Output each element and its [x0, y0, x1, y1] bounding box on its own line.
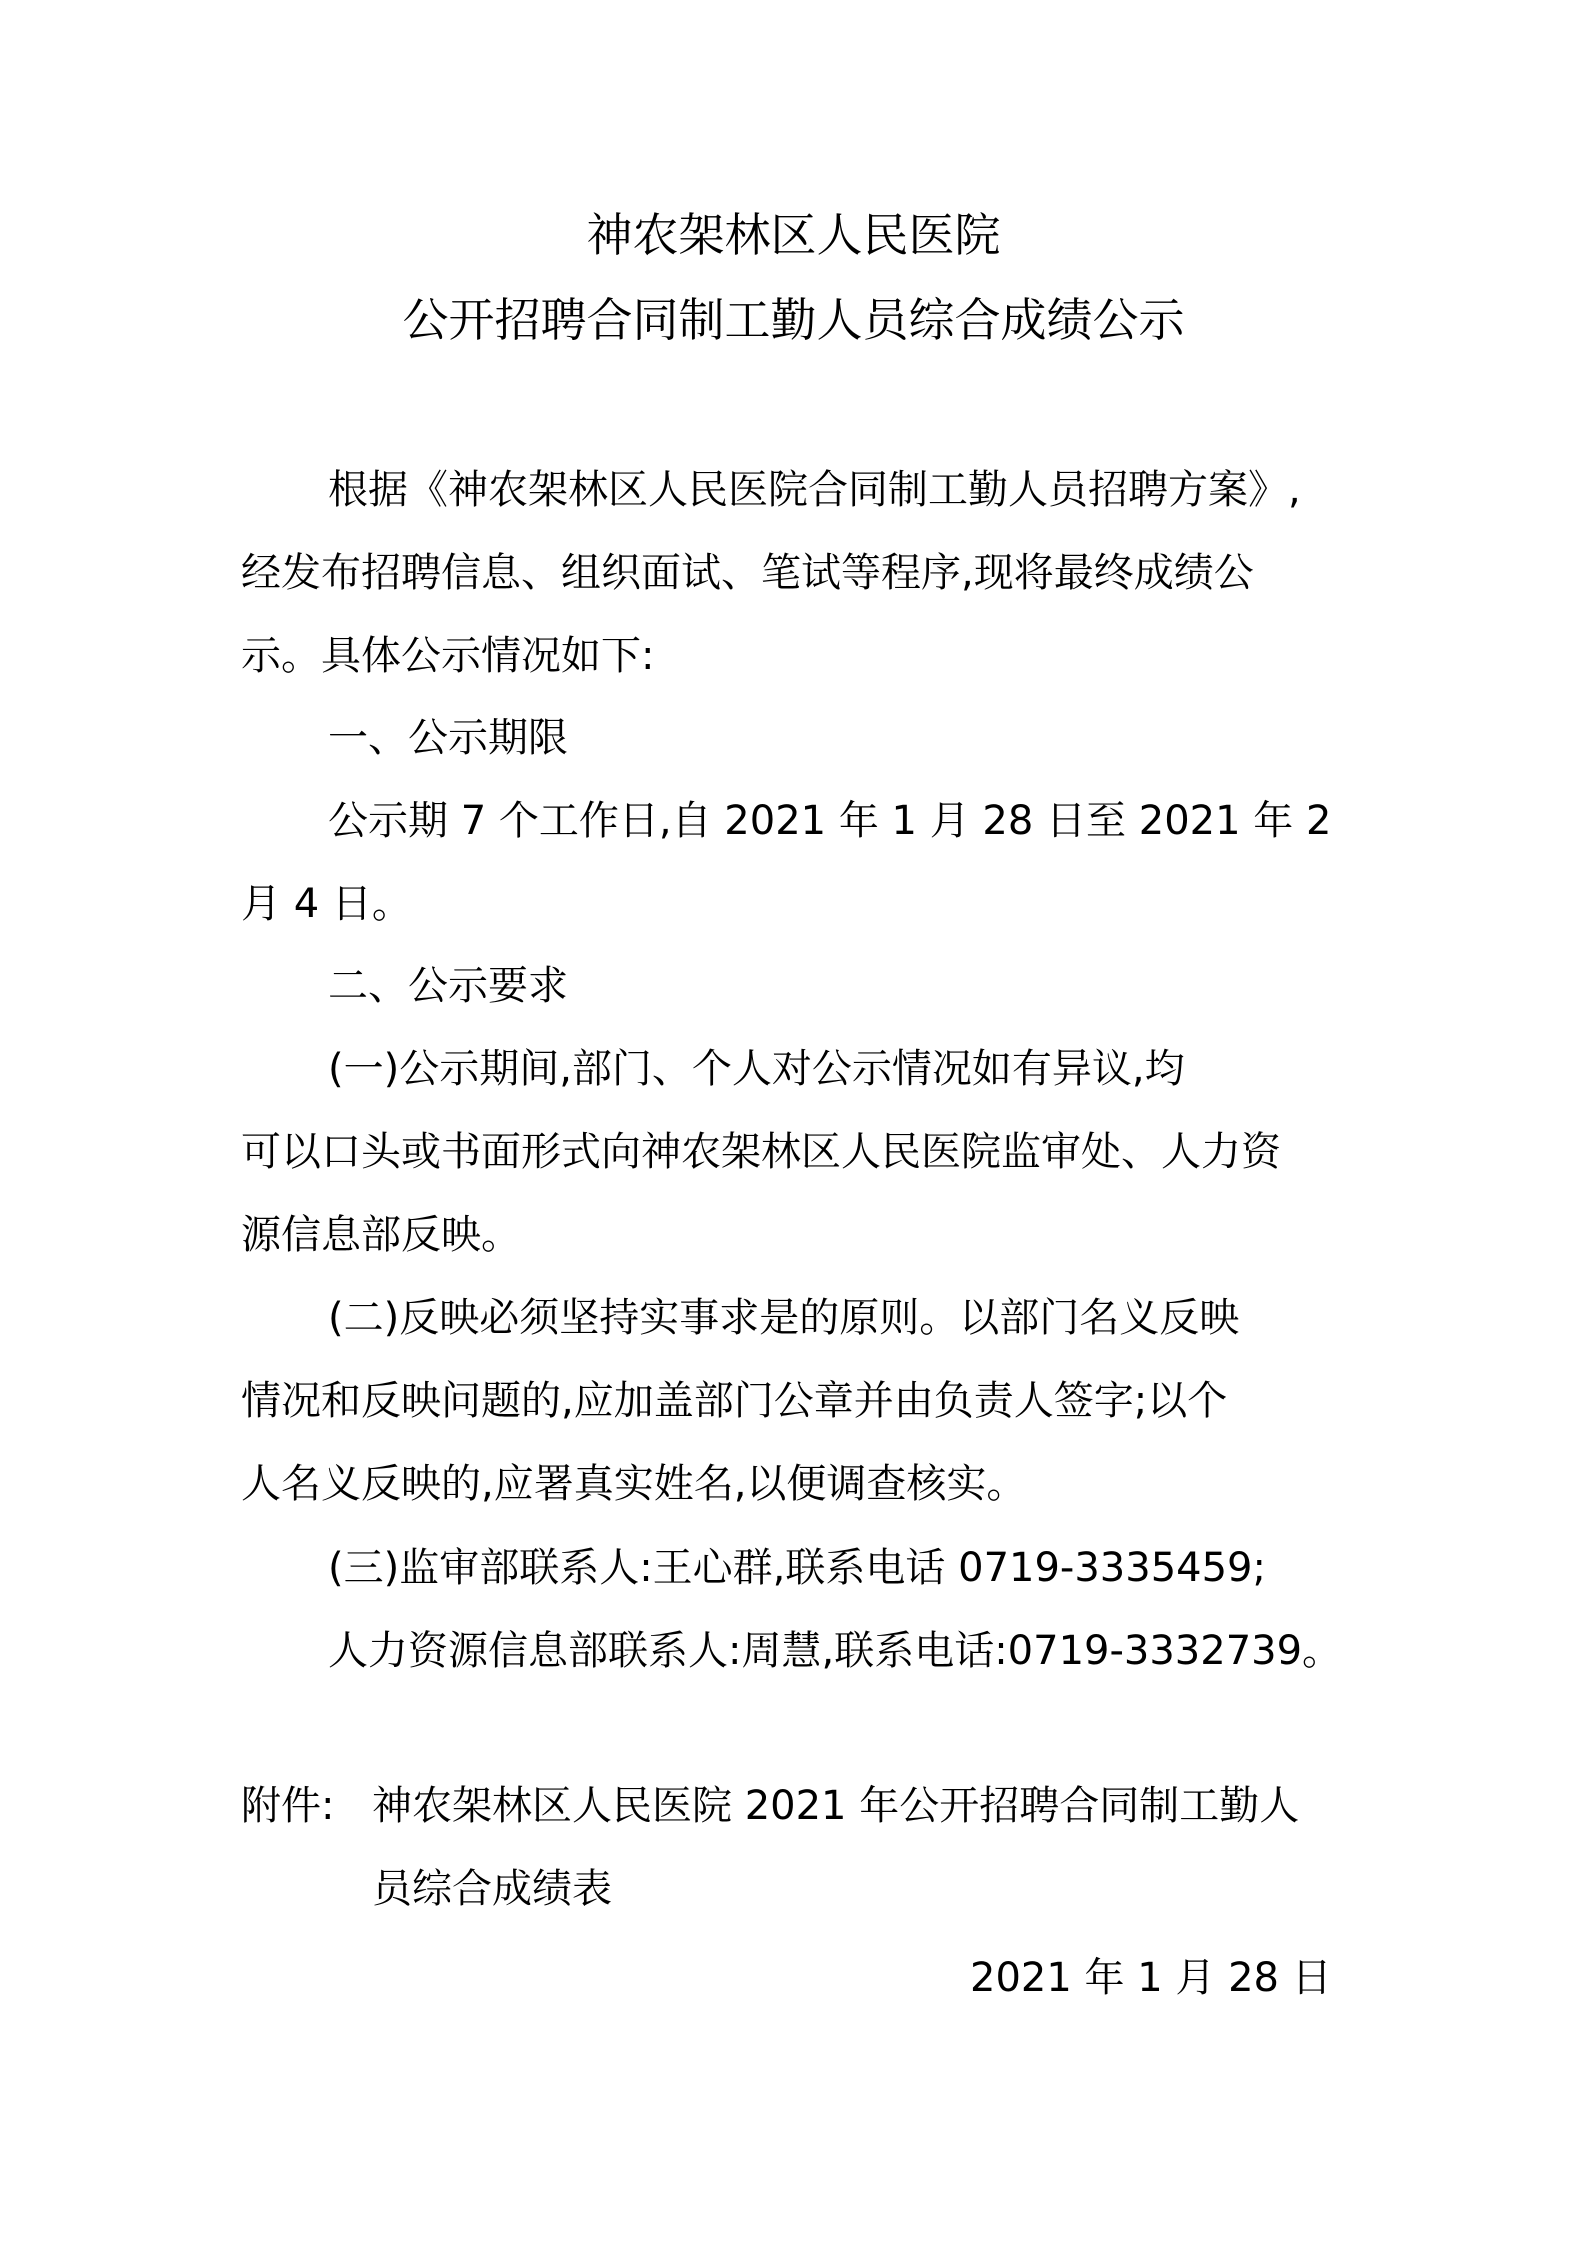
document-date: 2021 年 1 月 28 日 — [970, 1955, 1332, 2001]
item2-line-1: (二)反映必须坚持实事求是的原则。以部门名义反映 — [328, 1295, 1240, 1341]
section1-body-line-2: 月 4 日。 — [241, 881, 412, 927]
item1-line-2: 可以口头或书面形式向神农架林区人民医院监审处、人力资 — [241, 1129, 1281, 1175]
item1-line-1: (一)公示期间,部门、个人对公示情况如有异议,均 — [328, 1046, 1185, 1092]
attachment-text-line-1: 神农架林区人民医院 2021 年公开招聘合同制工勤人 — [372, 1783, 1300, 1829]
item2-line-2: 情况和反映问题的,应加盖部门公章并由负责人签字;以个 — [241, 1378, 1228, 1424]
item1-line-3: 源信息部反映。 — [241, 1212, 521, 1258]
intro-line-2: 经发布招聘信息、组织面试、笔试等程序,现将最终成绩公 — [241, 550, 1254, 596]
attachment-label: 附件: — [241, 1783, 335, 1829]
item3-line-1: (三)监审部联系人:王心群,联系电话 0719-3335459; — [328, 1545, 1266, 1591]
intro-line-3: 示。具体公示情况如下: — [241, 633, 655, 679]
intro-line-1: 根据《神农架林区人民医院合同制工勤人员招聘方案》, — [328, 467, 1301, 513]
section2-heading: 二、公示要求 — [328, 963, 568, 1009]
section1-body-line-1: 公示期 7 个工作日,自 2021 年 1 月 28 日至 2021 年 2 — [328, 798, 1332, 844]
item2-line-3: 人名义反映的,应署真实姓名,以便调查核实。 — [241, 1461, 1027, 1507]
section1-heading: 一、公示期限 — [328, 715, 568, 761]
item3-line-2: 人力资源信息部联系人:周慧,联系电话:0719-3332739。 — [328, 1628, 1343, 1674]
attachment-text-line-2: 员综合成绩表 — [372, 1866, 612, 1912]
document-title-line2: 公开招聘合同制工勤人员综合成绩公示 — [402, 293, 1185, 347]
document-title-line1: 神农架林区人民医院 — [586, 208, 1001, 262]
